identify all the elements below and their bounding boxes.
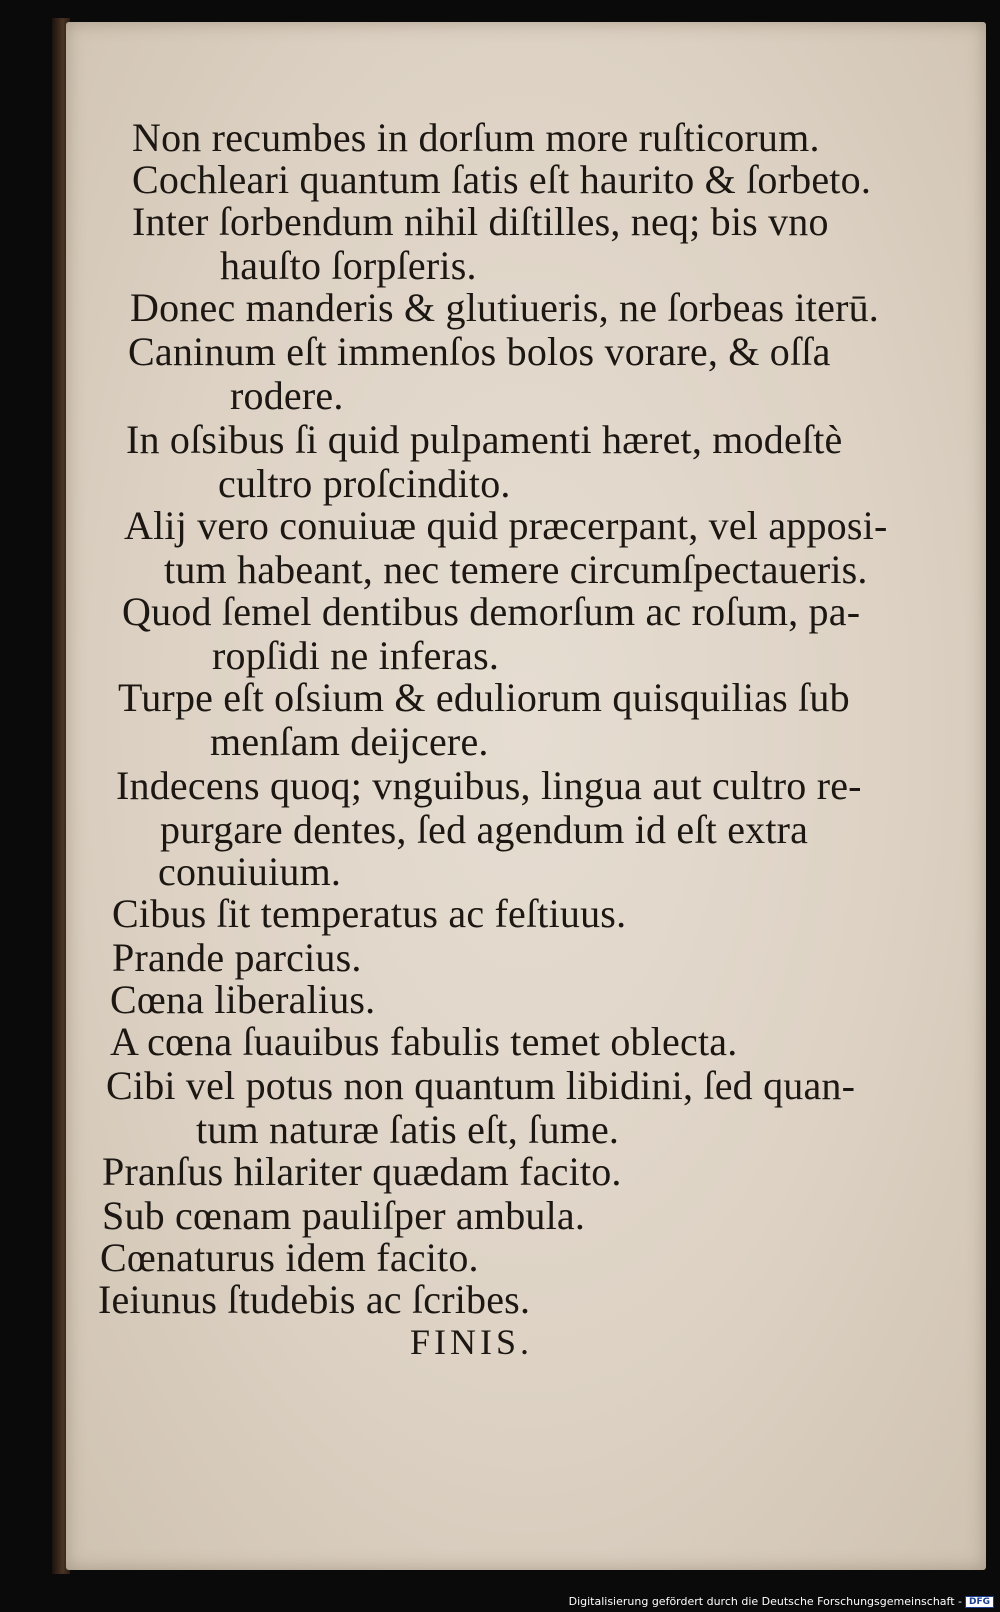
text-line: In oſsibus ſi quid pulpamenti hæret, modeſtè: [126, 417, 843, 462]
text-line: Prande parcius.: [112, 935, 362, 980]
text-line: cultro proſcindito.: [218, 461, 511, 506]
credit-text: Digitalisierung gefördert durch die Deutsche Forschungsgemeinschaft -: [568, 1595, 962, 1608]
text-line: Alij vero conuiuæ quid præcerpant, vel apposi-: [124, 503, 888, 548]
text-line: purgare dentes, ſed agendum id eſt extra: [160, 807, 809, 852]
text-line: Sub cœnam pauliſper ambula.: [102, 1193, 586, 1238]
text-line: Turpe eſt oſsium & eduliorum quisquilias ſub: [118, 675, 850, 720]
text-line: Ieiunus ſtudebis ac ſcribes.: [98, 1277, 531, 1322]
text-line: tum habeant, nec temere circumſpectaueris.: [164, 547, 868, 592]
text-line: Cœnaturus idem facito.: [100, 1235, 479, 1280]
text-line: Non recumbes in dorſum more ruſticorum.: [132, 115, 820, 160]
text-line: Donec manderis & glutiueris, ne ſorbeas iterū.: [130, 285, 879, 330]
text-line: ropſidi ne inferas.: [212, 633, 500, 678]
text-line: Cibi vel potus non quantum libidini, ſed quan-: [106, 1063, 856, 1108]
text-line: Caninum eſt immenſos bolos vorare, & oſſa: [128, 329, 831, 374]
digitization-credit: [569, 1595, 994, 1608]
text-line: Cochleari quantum ſatis eſt haurito & ſorbeto.: [132, 157, 872, 202]
finis-colophon: FINIS.: [410, 1322, 534, 1362]
text-line: Quod ſemel dentibus demorſum ac roſum, pa-: [122, 589, 861, 634]
text-line: Inter ſorbendum nihil diſtilles, neq; bis vno: [132, 199, 829, 244]
text-line: conuiuium.: [158, 849, 342, 894]
text-line: A cœna ſuauibus fabulis temet oblecta.: [110, 1019, 738, 1064]
dfg-logo-icon: DFG: [965, 1596, 994, 1608]
text-line: tum naturæ ſatis eſt, ſume.: [196, 1107, 620, 1152]
text-line: Cœna liberalius.: [110, 977, 376, 1022]
text-line: hauſto ſorpſeris.: [220, 243, 477, 288]
book-page: [66, 22, 986, 1570]
text-line: Indecens quoq; vnguibus, lingua aut cultro re-: [116, 763, 862, 808]
text-line: menſam deijcere.: [210, 719, 489, 764]
text-line: Cibus ſit temperatus ac feſtiuus.: [112, 891, 627, 936]
text-line: Pranſus hilariter quædam facito.: [102, 1149, 622, 1194]
page-text: [66, 22, 986, 1570]
text-line: rodere.: [230, 373, 344, 418]
